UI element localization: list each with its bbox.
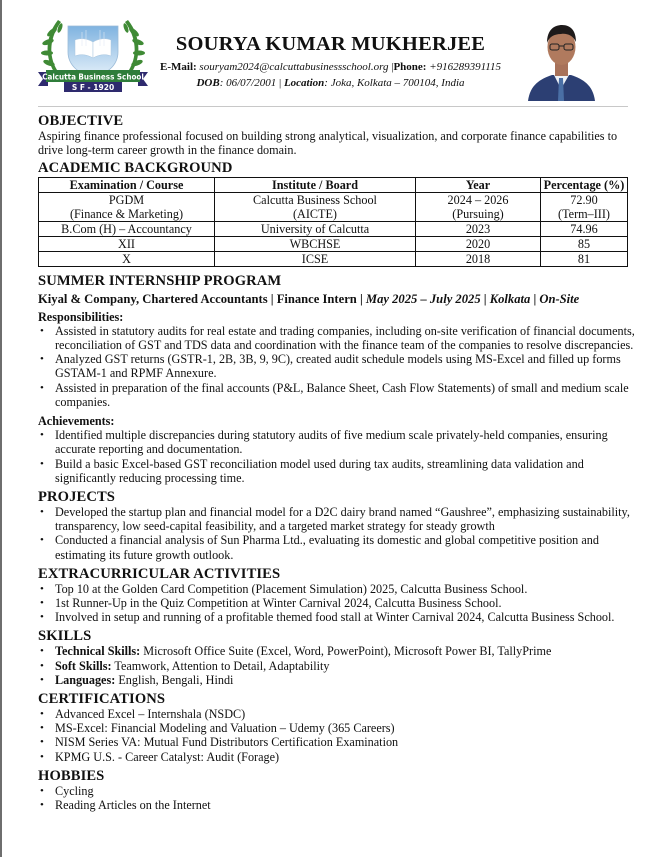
- list-item: • Assisted in statutory audits for real estate and trading companies, including on-site verification of financial documents, reconciliation of GST and TDS data and coordination with the finance team of the companies to resolve discrepancies.: [38, 324, 638, 352]
- list-item: • Advanced Excel – Internshala (NSDC): [38, 707, 638, 721]
- cell-year: 2024 – 2026 (Pursuing): [416, 193, 541, 222]
- certifications-list: [38, 707, 638, 764]
- list-item: • NISM Series VA: Mutual Fund Distributors Certification Examination: [38, 735, 638, 749]
- dob-label: DOB: [196, 77, 220, 89]
- location-label: Location: [283, 77, 325, 89]
- header-divider: [38, 106, 628, 107]
- svg-text:S F - 1920: S F - 1920: [71, 83, 115, 92]
- objective-text: Aspiring finance professional focused on building strong analytical, visualization, and corporate finance capabilities to drive long-term career growth in the finance domain.: [38, 129, 618, 158]
- responsibilities-label: Responsibilities:: [38, 309, 124, 324]
- profile-photo: [526, 15, 597, 101]
- section-title-hobbies: HOBBIES: [38, 767, 105, 784]
- role: Finance Intern: [276, 292, 357, 307]
- column-header: Institute / Board: [215, 178, 416, 193]
- table-row: [39, 252, 628, 267]
- table-row: [39, 237, 628, 252]
- section-title-skills: SKILLS: [38, 628, 92, 645]
- list-item: • KPMG U.S. - Career Catalyst: Audit (Forage): [38, 750, 638, 764]
- skills-section: [38, 628, 638, 687]
- academic-section: [38, 160, 638, 267]
- personal-info-line: DOB: 06/07/2001 | Location: Joka, Kolkata – 700104, India: [196, 77, 465, 89]
- certifications-section: [38, 691, 638, 764]
- cell-institute: Calcutta Business School (AICTE): [215, 193, 416, 222]
- period: May 2025 – July 2025: [365, 292, 481, 307]
- cell-year: 2020: [416, 237, 541, 252]
- projects-section: [38, 489, 638, 562]
- list-item: • Build a basic Excel-based GST reconciliation model used during tax audits, streamlining data validation and significantly reducing processing time.: [38, 457, 638, 485]
- section-title-extracurricular: EXTRACURRICULAR ACTIVITIES: [38, 565, 281, 582]
- svg-text:Calcutta Business School: Calcutta Business School: [42, 72, 144, 82]
- person-photo-icon: [526, 15, 597, 101]
- academic-table: [38, 177, 628, 267]
- cell-percentage: 81: [541, 252, 628, 267]
- candidate-name: SOURYA KUMAR MUKHERJEE: [175, 33, 486, 55]
- city: Kolkata: [489, 292, 531, 307]
- extracurricular-section: [38, 566, 638, 625]
- internship-details: Kiyal & Company, Chartered Accountants | Finance Intern | May 2025 – July 2025 | Kolkata | On-Site: [38, 292, 580, 307]
- cell-percentage: 74.96: [541, 222, 628, 237]
- list-item: • Analyzed GST returns (GSTR-1, 2B, 3B, 9, 9C), created audit schedule models using MS-Excel and filled up forms GSTAM-1 and RPMF Annexure.: [38, 352, 638, 380]
- work-mode: On-Site: [539, 292, 580, 307]
- section-title-projects: PROJECTS: [38, 489, 116, 506]
- hobbies-list: [38, 784, 638, 812]
- list-item: • Reading Articles on the Internet: [38, 798, 638, 812]
- column-header: Year: [416, 178, 541, 193]
- list-item: • Developed the startup plan and financial model for a D2C dairy brand named “Gaushree”, emphasizing sustainability, transparency, low seed-capital feasibility, and a targeted market strategy for steady growth: [38, 505, 638, 533]
- list-item: • 1st Runner-Up in the Quiz Competition at Winter Carnival 2024, Calcutta Business School.: [38, 596, 638, 610]
- internship-section: [38, 273, 638, 485]
- phone-number: +916289391115: [429, 61, 501, 73]
- section-title-objective: OBJECTIVE: [38, 113, 124, 129]
- list-item: • Conducted a financial analysis of Sun Pharma Ltd., evaluating its domestic and global competitive position and estimating its future growth outlook.: [38, 533, 638, 561]
- section-title-internship: SUMMER INTERNSHIP PROGRAM: [38, 273, 282, 290]
- page-edge: [0, 0, 2, 857]
- resume-body: [38, 113, 638, 812]
- cell-institute: WBCHSE: [215, 237, 416, 252]
- cell-course: B.Com (H) – Accountancy: [39, 222, 215, 237]
- list-item: • Identified multiple discrepancies during statutory audits of five medium scale privately-held companies, ensuring accurate reporting and documentation.: [38, 428, 638, 456]
- list-item: • Cycling: [38, 784, 638, 798]
- email-link[interactable]: souryam2024@calcuttabusinessschool.org: [199, 61, 389, 73]
- email-label: E-Mail:: [160, 61, 197, 73]
- company-name: Kiyal & Company, Chartered Accountants: [38, 292, 268, 307]
- list-item: • Soft Skills: Teamwork, Attention to Detail, Adaptability: [38, 659, 638, 673]
- cell-course: PGDM (Finance & Marketing): [39, 193, 215, 222]
- column-header: Examination / Course: [39, 178, 215, 193]
- section-title-certifications: CERTIFICATIONS: [38, 691, 166, 708]
- skills-list: [38, 644, 638, 687]
- separator: |: [278, 77, 282, 89]
- cell-percentage: 72.90 (Term–III): [541, 193, 628, 222]
- table-row: [39, 222, 628, 237]
- list-item: • Languages: English, Bengali, Hindi: [38, 673, 638, 687]
- dob-value: 06/07/2001: [226, 77, 277, 89]
- list-item: • Involved in setup and running of a profitable themed food stall at Winter Carnival 2024, Calcutta Business School.: [38, 610, 638, 624]
- separator: |: [391, 61, 394, 73]
- extracurricular-list: [38, 582, 638, 625]
- section-title-academic: ACADEMIC BACKGROUND: [38, 160, 233, 177]
- list-item: • Top 10 at the Golden Card Competition (Placement Simulation) 2025, Calcutta Business School.: [38, 582, 638, 596]
- table-row: [39, 193, 628, 222]
- hobbies-section: [38, 768, 638, 812]
- projects-list: [38, 505, 638, 562]
- cell-year: 2018: [416, 252, 541, 267]
- cell-institute: University of Calcutta: [215, 222, 416, 237]
- column-header: Percentage (%): [541, 178, 628, 193]
- objective-section: [38, 113, 638, 157]
- cell-course: XII: [39, 237, 215, 252]
- list-item: • MS-Excel: Financial Modeling and Valuation – Udemy (365 Careers): [38, 721, 638, 735]
- achievements-label: Achievements:: [38, 414, 115, 429]
- responsibilities-list: [38, 324, 638, 409]
- list-item: • Assisted in preparation of the final accounts (P&L, Balance Sheet, Cash Flow Statements) of small and medium scale companies.: [38, 381, 638, 409]
- achievements-list: [38, 428, 638, 485]
- cell-course: X: [39, 252, 215, 267]
- cell-year: 2023: [416, 222, 541, 237]
- cell-percentage: 85: [541, 237, 628, 252]
- list-item: • Technical Skills: Microsoft Office Suite (Excel, Word, PowerPoint), Microsoft Power BI, TallyPrime: [38, 644, 638, 658]
- location-value: Joka, Kolkata – 700104, India: [330, 77, 465, 89]
- table-header-row: [39, 178, 628, 193]
- phone-label: Phone:: [393, 61, 427, 73]
- cell-institute: ICSE: [215, 252, 416, 267]
